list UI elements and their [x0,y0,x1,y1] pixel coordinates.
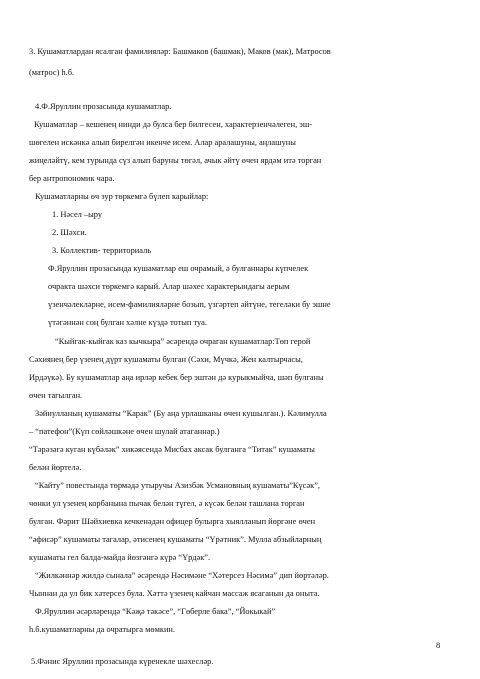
text-line: Чыннан да ул бик хәтерсез була. Хәттә үзенең кайчан массаж ясаганын да оныта. [29,589,320,598]
text-line: Кушаматларны өч зур төркемгә бүлеп карыйлар: [35,192,209,201]
text-line: h.б.кушаматларны да очратырга мөмкин. [29,625,175,634]
text-line: “Тәрәзәгә куган күбәләк” хикәясендә Мисбах аксак булганга “Титак” кушаматы [29,445,315,454]
text-line: очракта шәхси төркемгә карый. Алар шәхес характерындагы аерым [48,282,290,291]
text-line: бер антропономик чара. [29,174,115,183]
text-line: чөнки ул үзенең корбанына пычак белән түгел, ә күсәк белән ташлана торган [29,499,305,508]
text-line: (матрос) h.б. [29,68,75,77]
text-line: жиңеләйтү, кем турында сүз алып баруны төгәл, ачык әйтү өчен ярдәм итә торган [29,156,322,165]
section-heading: 5.Фәнис Яруллин прозасында күренекле шәхесләр. [31,657,214,666]
text-line: “Кыйгак-кыйгак каз кычкыра” әсәрендә очраган кушаматлар:Төп герой [55,337,311,346]
text-line: өчен тагылган. [29,391,83,400]
page-number: 8 [436,641,441,650]
text-line: “Кайту” повестында төрмәдә утыручы Азизбәк Усмановның кушаматы”Күсәк”, [35,481,321,490]
text-line: белән йөртелә. [29,463,82,472]
text-line: шөгелен искәнкә алып бирелгән икенче исем. Алар аралашуны, аңлашуны [29,138,296,147]
text-line: Ф.Яруллин прозасында кушаматлар еш очрамый, ә булганнары күпчелек [48,264,309,273]
text-line: үзенчәлекләрне, исем-фамилияләрне бозып, үзгәртеп әйтүне, тегеләки бу эшне [48,300,331,309]
text-line: – “патефон”(Күп сөйләшкәне өчен шулай атаганнар.) [29,427,220,436]
list-item: 1. Нәсел –ыру [52,210,103,219]
text-line: 3. Кушаматлардан ясалган фамилияләр: Башмаков (башмак), Маков (мак), Матросов [29,47,331,56]
text-line: Кушаматлар – кешенең нинди дә булса бер билгесен, характерзенчәлеген, эш- [34,120,313,129]
text-line: Ирдәүкә). Бу кушаматлар аңа ирләр кебек бер эштән дә курыкмыйча, шәп булганы [29,373,324,382]
text-line: Сәхиянең бер үзенең дүрт кушаматы булган (Сәхи, Мүчкә, Жен калтырчасы, [29,355,303,364]
text-line: Ф.Яруллин әсәрләрендә “Кәҗә тәкәсе”, “Гөберле бака”, “Йокыкай” [35,607,276,616]
section-heading: 4.Ф.Яруллин прозасында кушаматлар. [35,102,172,111]
text-line: Зәйнулланың кушаматы “Карак” (Бу аңа урлашканы өчен кушылган.). Кәлимулла [35,409,327,418]
list-item: 3. Коллектив- территориаль [52,246,152,255]
text-line: “Жилкәннәр жилдә сынала” әсәрендә Нәсимәне “Хәтерсез Нәсимә” дип йөртәләр. [35,571,329,580]
text-line: үтәгәннән соң булган хәлне күздә тотып туа. [48,318,207,327]
text-line: кушаматы гел балда-майда йөзгәнгә күрә “Үрдәк”. [29,553,211,562]
text-line: “әфисәр” кушаматы тагалар, әтисенең кушаматы “Үрәтник”. Мулла абзыйларның [29,535,322,544]
text-line: булган. Фәрит Шәйхиевка кечкенәдән офицер булырга хыялланып йөргәне өчен [29,517,316,526]
list-item: 2. Шәхси. [52,228,87,237]
